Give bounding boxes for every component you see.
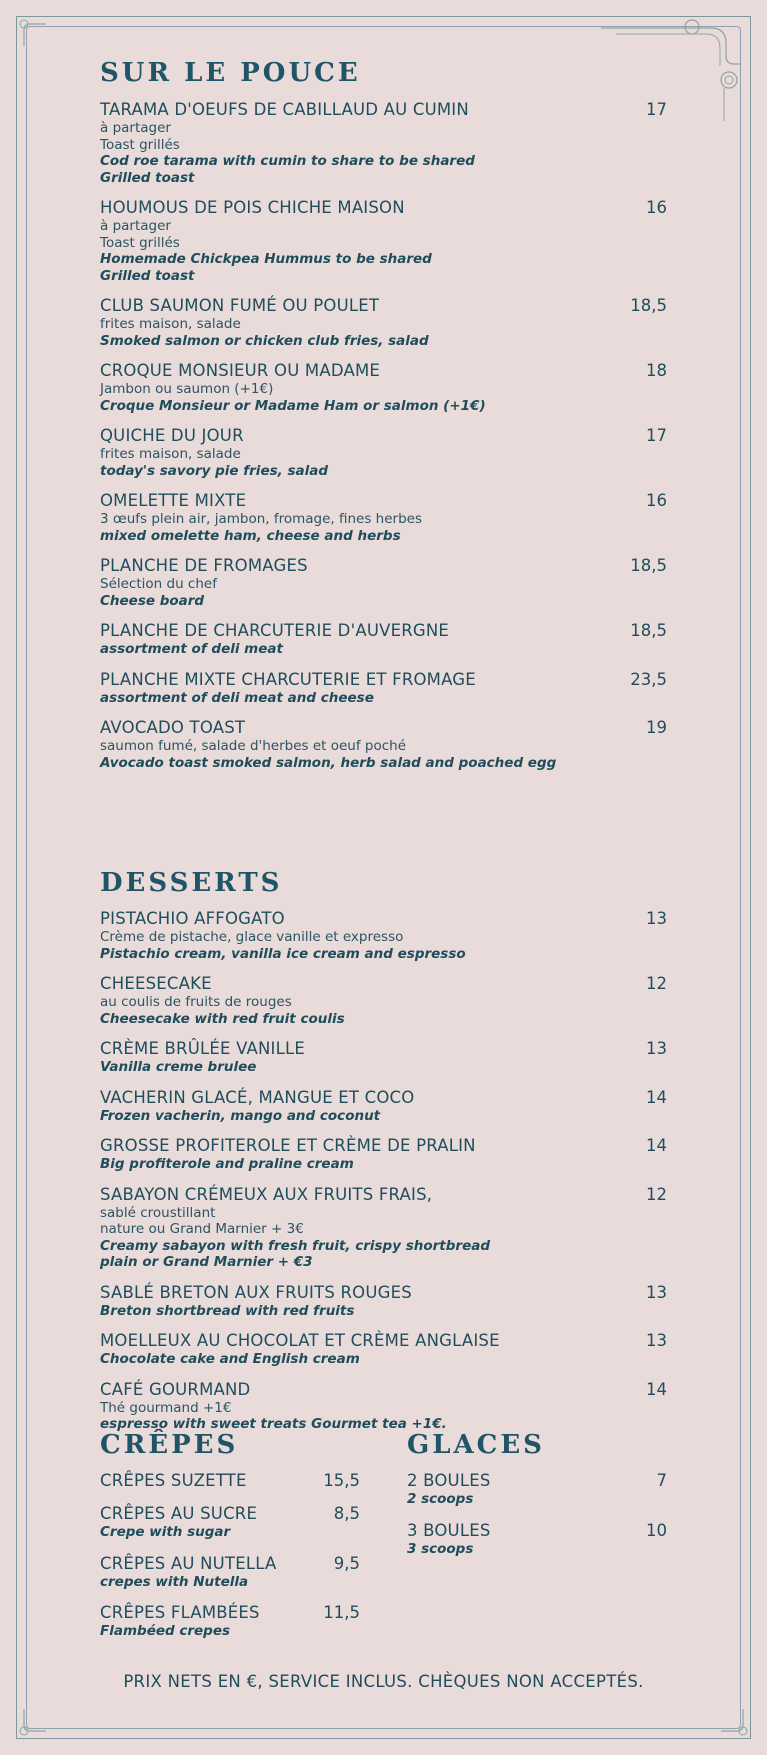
menu-item-english: Homemade Chickpea Hummus to be shared (100, 251, 432, 267)
menu-item-price: 13 (646, 909, 667, 928)
menu-item-name: OMELETTE MIXTE (100, 491, 247, 510)
menu-item-name: TARAMA D'OEUFS DE CABILLAUD AU CUMIN (100, 100, 469, 119)
menu-item-row (100, 99, 667, 120)
menu-item-name: 3 BOULES (407, 1520, 491, 1540)
menu-item-price: 17 (646, 426, 667, 445)
menu-item-name: CLUB SAUMON FUMÉ OU POULET (100, 296, 380, 315)
menu-item-price: 8,5 (333, 1504, 360, 1523)
menu-item-name: MOELLEUX AU CHOCOLAT ET CRÈME ANGLAISE (100, 1331, 500, 1350)
menu-item-price: 14 (646, 1136, 667, 1155)
menu-item-price: 12 (646, 974, 667, 993)
menu-item-name: CRÊPES SUZETTE (100, 1471, 247, 1490)
crepe-item (100, 1553, 360, 1591)
menu-item (100, 620, 667, 658)
menu-item-price: 12 (646, 1184, 667, 1204)
menu-item-row (100, 1282, 667, 1303)
menu-item-english: 2 scoops (407, 1491, 474, 1507)
menu-item-name: SABAYON CRÉMEUX AUX FRUITS FRAIS, (100, 1184, 433, 1204)
menu-item-price: 13 (646, 1331, 667, 1350)
corner-ornament-bottom-left (16, 1699, 56, 1739)
menu-item-description: sablé croustillant (100, 1204, 216, 1221)
dessert-item (100, 1184, 667, 1271)
menu-item-description: Thé gourmand +1€ (100, 1399, 232, 1416)
menu-item-row (100, 1087, 667, 1108)
menu-item-english: mixed omelette ham, cheese and herbs (100, 527, 401, 544)
menu-item-description: Jambon ou saumon (+1€) (100, 381, 274, 397)
menu-item-price: 13 (646, 1282, 667, 1302)
menu-item (100, 717, 667, 771)
crepes-list (100, 1470, 360, 1652)
menu-item-price: 23,5 (630, 669, 667, 689)
dessert-item (100, 1135, 667, 1173)
menu-item-english: Cheese board (100, 592, 205, 609)
menu-item-price: 9,5 (333, 1553, 360, 1573)
menu-item-english: Frozen vacherin, mango and coconut (100, 1107, 381, 1124)
menu-item-english: Flambéed crepes (100, 1623, 231, 1639)
menu-item-price: 13 (646, 1039, 667, 1058)
menu-item-name: CRÈME BRÛLÉE VANILLE (100, 1039, 306, 1058)
menu-item-english: Pistachio cream, vanilla ice cream and espresso (100, 945, 466, 962)
desserts-list (100, 908, 667, 1444)
menu-item-english: Crepe with sugar (100, 1524, 231, 1540)
menu-item-price: 7 (656, 1471, 667, 1490)
menu-item (100, 555, 667, 609)
corner-ornament-top-left (16, 16, 56, 56)
menu-item-price: 16 (646, 198, 667, 217)
menu-item-row (100, 1470, 360, 1491)
menu-item-name: CRÊPES AU SUCRE (100, 1504, 258, 1523)
menu-item-name: PLANCHE MIXTE CHARCUTERIE ET FROMAGE (100, 669, 476, 689)
menu-item-english: Grilled toast (100, 267, 195, 284)
menu-item-english: 3 scoops (407, 1540, 474, 1557)
menu-item-name: CRÊPES FLAMBÉES (100, 1603, 260, 1622)
menu-item-description: Toast grillés (100, 136, 180, 153)
menu-item-name: 2 BOULES (407, 1471, 491, 1490)
menu-item-row (100, 197, 667, 218)
dessert-item (100, 1379, 667, 1433)
menu-item-price: 11,5 (323, 1603, 360, 1622)
menu-item-price: 18,5 (630, 621, 667, 640)
dessert-item (100, 973, 667, 1027)
menu-item-name: GROSSE PROFITEROLE ET CRÈME DE PRALIN (100, 1136, 476, 1155)
glaces-list (407, 1470, 667, 1569)
menu-item-english: Croque Monsieur or Madame Ham or salmon (+1€) (100, 397, 486, 414)
menu-item-description: à partager (100, 218, 171, 234)
menu-item-row (100, 973, 667, 994)
section-title-sur-le-pouce: SUR LE POUCE (100, 58, 361, 88)
menu-item (100, 295, 667, 349)
menu-item-price: 18 (646, 361, 667, 380)
menu-item-description: Toast grillés (100, 234, 180, 251)
menu-item (100, 669, 667, 707)
menu-item-description: Crème de pistache, glace vanille et expresso (100, 929, 404, 945)
menu-item-description: nature ou Grand Marnier + 3€ (100, 1221, 304, 1237)
menu-item-row (100, 360, 667, 381)
sur-le-pouce-list (100, 99, 667, 782)
section-title-crepes: CRÊPES (100, 1430, 239, 1460)
menu-item-description: frites maison, salade (100, 446, 241, 462)
menu-item-row (100, 425, 667, 446)
menu-item-row (100, 1602, 360, 1623)
menu-item-price: 17 (646, 100, 667, 119)
menu-item-description: 3 œufs plein air, jambon, fromage, fines herbes (100, 511, 423, 527)
menu-item-english: Grilled toast (100, 169, 195, 186)
crepe-item (100, 1470, 360, 1491)
menu-item-description: frites maison, salade (100, 316, 241, 332)
menu-item-english: plain or Grand Marnier + €3 (100, 1254, 313, 1270)
menu-item-english: espresso with sweet treats Gourmet tea +1€. (100, 1416, 447, 1432)
menu-item-price: 15,5 (323, 1471, 360, 1490)
menu-item-price: 18,5 (630, 296, 667, 315)
menu-item-name: PLANCHE DE CHARCUTERIE D'AUVERGNE (100, 621, 450, 640)
menu-item-english: Creamy sabayon with fresh fruit, crispy shortbread (100, 1237, 491, 1254)
menu-item-description: au coulis de fruits de rouges (100, 994, 292, 1010)
section-title-glaces: GLACES (407, 1430, 545, 1460)
menu-item-name: CRÊPES AU NUTELLA (100, 1553, 277, 1573)
menu-item-name: CROQUE MONSIEUR OU MADAME (100, 361, 381, 380)
dessert-item (100, 908, 667, 962)
menu-item (100, 197, 667, 284)
menu-item-row (100, 1379, 667, 1400)
corner-ornament-bottom-right (711, 1699, 751, 1739)
menu-item-name: CHEESECAKE (100, 974, 212, 993)
menu-item-english: crepes with Nutella (100, 1573, 249, 1590)
glace-item (407, 1520, 667, 1558)
menu-item-price: 10 (646, 1520, 667, 1540)
menu-item-row (100, 295, 667, 316)
menu-item-row (100, 1503, 360, 1524)
menu-item-name: QUICHE DU JOUR (100, 426, 244, 445)
menu-item-english: Big profiterole and praline cream (100, 1156, 354, 1172)
menu-item-english: Vanilla creme brulee (100, 1059, 257, 1075)
menu-item-row (100, 717, 667, 738)
footer-note: PRIX NETS EN €, SERVICE INCLUS. CHÈQUES NON ACCEPTÉS. (123, 1672, 644, 1691)
menu-item-english: Smoked salmon or chicken club fries, salad (100, 332, 429, 349)
dessert-item (100, 1330, 667, 1368)
crepe-item (100, 1503, 360, 1541)
menu-item (100, 490, 667, 544)
menu-item-row (407, 1520, 667, 1541)
menu-item-name: PISTACHIO AFFOGATO (100, 909, 285, 928)
menu-item-english: today's savory pie fries, salad (100, 462, 329, 479)
menu-item-description: à partager (100, 120, 171, 136)
menu-item-english: Breton shortbread with red fruits (100, 1302, 355, 1319)
menu-item-name: VACHERIN GLACÉ, MANGUE ET COCO (100, 1087, 415, 1107)
menu-item-english: Chocolate cake and English cream (100, 1351, 360, 1367)
menu-item-english: Cod roe tarama with cumin to share to be shared (100, 153, 475, 169)
menu-item-price: 19 (646, 718, 667, 737)
dessert-item (100, 1087, 667, 1125)
section-title-desserts: DESSERTS (100, 868, 283, 898)
menu-item-row (100, 620, 667, 641)
menu-item-row (100, 1038, 667, 1059)
dessert-item (100, 1282, 667, 1320)
menu-item-name: AVOCADO TOAST (100, 718, 246, 737)
menu-item-row (100, 1553, 360, 1574)
menu-item-row (407, 1470, 667, 1491)
crepe-item (100, 1602, 360, 1640)
menu-item-english: assortment of deli meat (100, 641, 283, 657)
menu-item-row (100, 1184, 667, 1205)
menu-item-english: assortment of deli meat and cheese (100, 689, 374, 706)
menu-item-row (100, 1330, 667, 1351)
menu-item-name: CAFÉ GOURMAND (100, 1379, 251, 1399)
menu-item-row (100, 1135, 667, 1156)
glace-item (407, 1470, 667, 1508)
menu-item-row (100, 908, 667, 929)
menu-item (100, 425, 667, 479)
menu-item-english: Avocado toast smoked salmon, herb salad and poached egg (100, 754, 557, 771)
menu-item-description: saumon fumé, salade d'herbes et oeuf poché (100, 738, 407, 754)
menu-item (100, 99, 667, 186)
menu-item-price: 14 (646, 1379, 667, 1399)
menu-item (100, 360, 667, 414)
menu-item-price: 18,5 (630, 556, 667, 575)
menu-item-english: Cheesecake with red fruit coulis (100, 1010, 345, 1027)
menu-item-price: 16 (646, 491, 667, 510)
menu-item-name: PLANCHE DE FROMAGES (100, 556, 308, 575)
menu-item-row (100, 555, 667, 576)
menu-item-row (100, 669, 667, 690)
menu-item-description: Sélection du chef (100, 576, 217, 592)
dessert-item (100, 1038, 667, 1076)
menu-item-name: HOUMOUS DE POIS CHICHE MAISON (100, 198, 405, 217)
menu-item-price: 14 (646, 1087, 667, 1107)
menu-item-name: SABLÉ BRETON AUX FRUITS ROUGES (100, 1282, 412, 1302)
menu-item-row (100, 490, 667, 511)
